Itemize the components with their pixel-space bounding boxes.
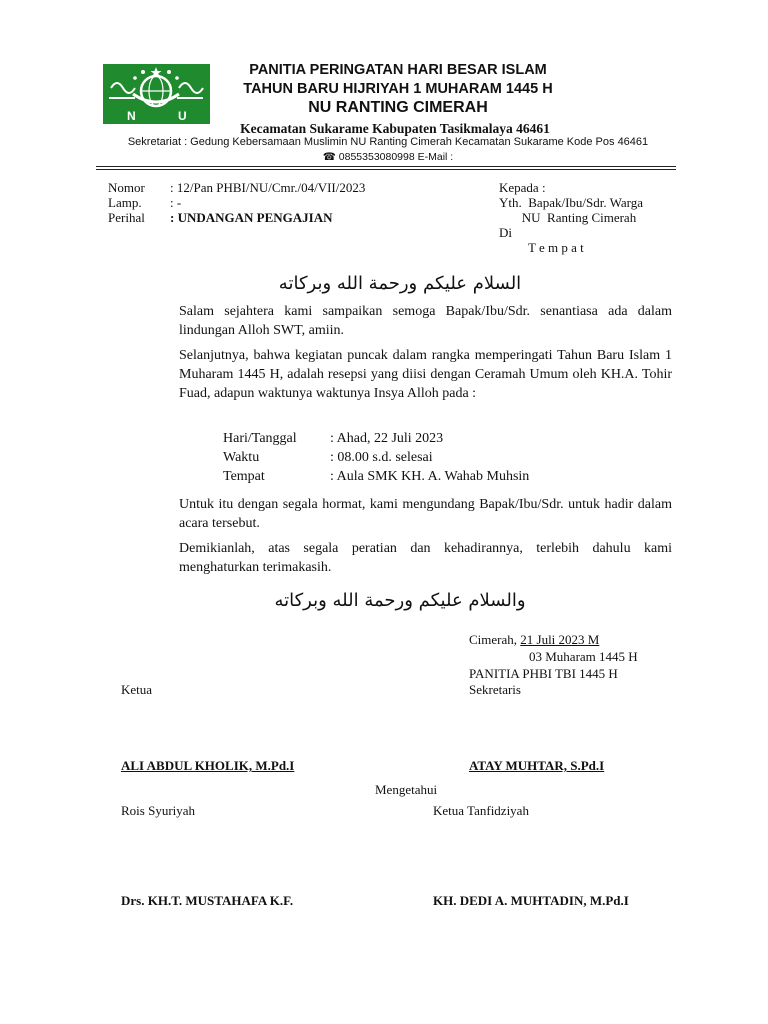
signing-date: 21 Juli 2023 M bbox=[520, 632, 600, 647]
org-title-line-2: TAHUN BARU HIJRIYAH 1 MUHARAM 1445 H bbox=[243, 81, 553, 97]
committee-name: PANITIA PHBI TBI 1445 H bbox=[469, 666, 618, 681]
body-paragraph-2: Selanjutnya, bahwa kegiatan puncak dalam rangka memperingati Tahun Baru Islam 1 Muharam 1445 H, adalah resepsi yang diisi dengan Ceramah Umum oleh KH.A. Tohir Fuad, adapun waktunya waktunya Insya Alloh pada : bbox=[179, 348, 672, 401]
recipient-line: NU Ranting Cimerah bbox=[499, 210, 637, 225]
nomor-label: Nomor bbox=[108, 180, 145, 195]
tanfidziyah-name: KH. DEDI A. MUHTADIN, M.Pd.I bbox=[433, 893, 629, 908]
org-title-line-1: PANITIA PERINGATAN HARI BESAR ISLAM bbox=[249, 62, 547, 78]
lamp-label: Lamp. bbox=[108, 195, 142, 210]
hijri-date: 03 Muharam 1445 H bbox=[529, 649, 638, 664]
secretariat-address: Sekretariat : Gedung Kebersamaan Muslimin NU Ranting Cimerah Kecamatan Sukarame Kode Pos 46461 bbox=[127, 136, 649, 148]
org-title-line-3: NU RANTING CIMERAH bbox=[308, 99, 488, 116]
detail-value-place: : Aula SMK KH. A. Wahab Muhsin bbox=[330, 469, 530, 484]
signing-place-date bbox=[469, 632, 599, 648]
nu-logo bbox=[103, 64, 210, 124]
globe-emblem-icon bbox=[103, 64, 210, 124]
ketua-title: Ketua bbox=[121, 682, 153, 697]
rois-title: Rois Syuriyah bbox=[121, 803, 196, 818]
body-paragraph-1: Salam sejahtera kami sampaikan semoga Bapak/Ibu/Sdr. senantiasa ada dalam lindungan Alloh SWT, amiin. bbox=[179, 304, 672, 338]
mengetahui-label: Mengetahui bbox=[375, 782, 438, 797]
recipient-block bbox=[499, 180, 643, 255]
signing-place: Cimerah, bbox=[469, 632, 521, 647]
lamp-value: : - bbox=[170, 195, 182, 210]
recipient-line: T e m p a t bbox=[499, 240, 584, 255]
district-line: Kecamatan Sukarame Kabupaten Tasikmalaya 46461 bbox=[240, 121, 550, 136]
recipient-line: Di bbox=[499, 225, 512, 240]
recipient-line: Kepada : bbox=[499, 180, 546, 195]
logo-letter-n: N bbox=[127, 109, 136, 123]
letterhead-divider bbox=[96, 166, 676, 167]
sekretaris-title: Sekretaris bbox=[469, 682, 521, 697]
perihal-value: : UNDANGAN PENGAJIAN bbox=[170, 210, 333, 225]
body-paragraph-4: Demikianlah, atas segala peratian dan kehadirannya, terlebih dahulu kami menghaturkan terimakasih. bbox=[179, 541, 672, 575]
perihal-label: Perihal bbox=[108, 210, 145, 225]
rois-name: Drs. KH.T. MUSTAHAFA K.F. bbox=[121, 893, 294, 908]
letterhead-divider-thin bbox=[96, 169, 676, 170]
detail-value-date: : Ahad, 22 Juli 2023 bbox=[330, 431, 444, 446]
arabic-greeting: السلام عليكم ورحمة الله وبركاته bbox=[278, 273, 522, 294]
ketua-name: ALI ABDUL KHOLIK, M.Pd.I bbox=[121, 758, 295, 773]
logo-letter-u: U bbox=[178, 109, 187, 123]
contact-line: ☎ 0855353080998 E-Mail : bbox=[322, 151, 454, 163]
arabic-closing: والسلام عليكم ورحمة الله وبركاته bbox=[274, 590, 526, 611]
body-paragraph-3: Untuk itu dengan segala hormat, kami mengundang Bapak/Ibu/Sdr. untuk hadir dalam acara tersebut. bbox=[179, 497, 672, 531]
detail-label-time: Waktu bbox=[223, 450, 260, 465]
detail-label-date: Hari/Tanggal bbox=[223, 431, 297, 446]
recipient-line: Yth. Bapak/Ibu/Sdr. Warga bbox=[499, 195, 643, 210]
nomor-value: : 12/Pan PHBI/NU/Cmr./04/VII/2023 bbox=[170, 180, 366, 195]
sekretaris-name: ATAY MUHTAR, S.Pd.I bbox=[469, 758, 605, 773]
tanfidziyah-title: Ketua Tanfidziyah bbox=[433, 803, 529, 818]
detail-label-place: Tempat bbox=[223, 469, 265, 484]
detail-value-time: : 08.00 s.d. selesai bbox=[330, 450, 433, 465]
